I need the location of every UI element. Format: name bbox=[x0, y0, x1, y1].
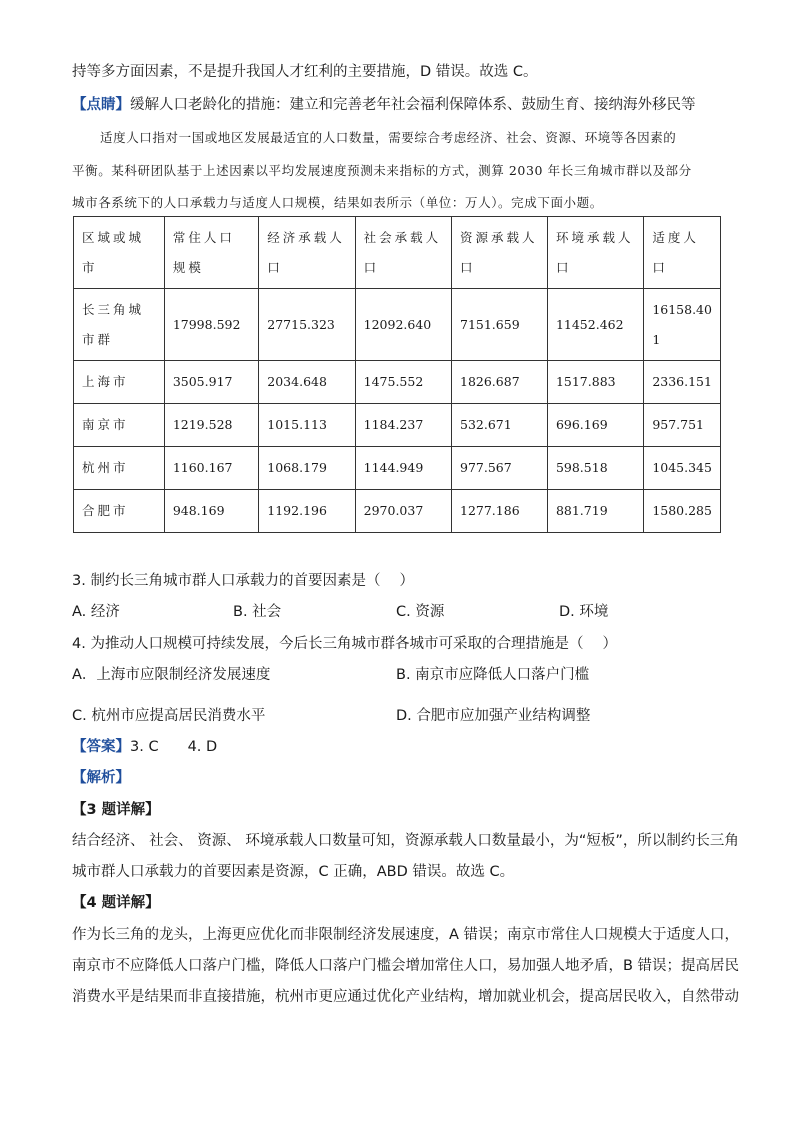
tip-text: 缓解人口老龄化的措施：建立和完善老年社会福利保障体系、鼓励生育、接纳海外移民等 bbox=[130, 97, 696, 113]
tip-paragraph bbox=[72, 95, 696, 115]
table-header-cell: 常住人口规模 bbox=[164, 217, 258, 289]
table-value-cell: 16158.401 bbox=[644, 289, 721, 361]
q3-option-c: C. 资源 bbox=[396, 604, 445, 620]
passage-line-1: 适度人口指对一国或地区发展最适宜的人口数量，需要综合考虑经济、社会、资源、环境等各因素的 bbox=[100, 130, 677, 145]
detail-4-line-3: 消费水平是结果而非直接措施，杭州市更应通过优化产业结构，增加就业机会，提高居民收入，自然带动 bbox=[72, 989, 739, 1005]
passage-line-2: 平衡。某科研团队基于上述因素以平均发展速度预测未来指标的方式，测算 2030 年长三角城市群以及部分 bbox=[72, 163, 692, 178]
table-value-cell: 977.567 bbox=[452, 447, 548, 490]
table-header-row bbox=[74, 217, 721, 289]
table-value-cell: 3505.917 bbox=[164, 361, 258, 404]
detail-4-label: 【4 题详解】 bbox=[72, 895, 160, 911]
table-value-cell: 1160.167 bbox=[164, 447, 258, 490]
detail-3-line-2: 城市群人口承载力的首要因素是资源，C 正确，ABD 错误。故选 C。 bbox=[72, 864, 515, 880]
table-value-cell: 948.169 bbox=[164, 490, 258, 533]
table-value-cell: 1580.285 bbox=[644, 490, 721, 533]
table-value-cell: 1192.196 bbox=[259, 490, 355, 533]
prev-answer-line: 持等多方面因素，不是提升我国人才红利的主要措施，D 错误。故选 C。 bbox=[72, 64, 538, 80]
table-header-cell: 资源承载人口 bbox=[452, 217, 548, 289]
q3-option-b: B. 社会 bbox=[233, 604, 282, 620]
table-value-cell: 17998.592 bbox=[164, 289, 258, 361]
table-value-cell: 881.719 bbox=[547, 490, 643, 533]
detail-4-line-2: 南京市不应降低人口落户门槛，降低人口落户门槛会增加常住人口，易加强人地矛盾，B 错误；提高居民 bbox=[72, 958, 740, 974]
table-value-cell: 1219.528 bbox=[164, 404, 258, 447]
table-region-cell: 上海市 bbox=[74, 361, 165, 404]
table-value-cell: 1144.949 bbox=[355, 447, 451, 490]
table-value-cell: 1826.687 bbox=[452, 361, 548, 404]
answer-label: 【答案】 bbox=[72, 739, 130, 755]
table-value-cell: 1015.113 bbox=[259, 404, 355, 447]
q4-option-a: A．上海市应限制经济发展速度 bbox=[72, 667, 271, 683]
table-value-cell: 2336.151 bbox=[644, 361, 721, 404]
table-row bbox=[74, 289, 721, 361]
tip-label: 【点睛】 bbox=[72, 97, 130, 113]
population-table bbox=[73, 216, 721, 533]
table-value-cell: 1184.237 bbox=[355, 404, 451, 447]
table-header-cell: 环境承载人口 bbox=[547, 217, 643, 289]
table-value-cell: 696.169 bbox=[547, 404, 643, 447]
table-region-cell: 杭州市 bbox=[74, 447, 165, 490]
answer-line bbox=[72, 737, 217, 757]
q3-option-d: D. 环境 bbox=[559, 604, 609, 620]
q3-option-a: A. 经济 bbox=[72, 604, 120, 620]
table-region-cell: 合肥市 bbox=[74, 490, 165, 533]
detail-3-line-1: 结合经济、 社会、 资源、 环境承载人口数量可知，资源承载人口数量最小，为“短板”，所以制约长三角 bbox=[72, 833, 739, 849]
table-row bbox=[74, 404, 721, 447]
table-value-cell: 1068.179 bbox=[259, 447, 355, 490]
table-value-cell: 12092.640 bbox=[355, 289, 451, 361]
table-value-cell: 27715.323 bbox=[259, 289, 355, 361]
q4-option-d: D. 合肥市应加强产业结构调整 bbox=[396, 708, 591, 724]
table-value-cell: 7151.659 bbox=[452, 289, 548, 361]
table-row bbox=[74, 490, 721, 533]
q4-option-b: B. 南京市应降低人口落户门槛 bbox=[396, 667, 590, 683]
table-value-cell: 2970.037 bbox=[355, 490, 451, 533]
table-header-cell: 经济承载人口 bbox=[259, 217, 355, 289]
table-header-cell: 适度人口 bbox=[644, 217, 721, 289]
table-value-cell: 532.671 bbox=[452, 404, 548, 447]
answer-text: 3. C 4. D bbox=[130, 739, 218, 755]
table-value-cell: 1045.345 bbox=[644, 447, 721, 490]
table-value-cell: 957.751 bbox=[644, 404, 721, 447]
table-row bbox=[74, 361, 721, 404]
table-value-cell: 598.518 bbox=[547, 447, 643, 490]
table-value-cell: 1277.186 bbox=[452, 490, 548, 533]
analysis-label: 【解析】 bbox=[72, 770, 130, 786]
table-header-cell: 区域或城市 bbox=[74, 217, 165, 289]
table-value-cell: 11452.462 bbox=[547, 289, 643, 361]
table-value-cell: 1517.883 bbox=[547, 361, 643, 404]
q4-option-c: C. 杭州市应提高居民消费水平 bbox=[72, 708, 266, 724]
table-row bbox=[74, 447, 721, 490]
table-value-cell: 1475.552 bbox=[355, 361, 451, 404]
passage-line-3: 城市各系统下的人口承载力与适度人口规模，结果如表所示（单位：万人）。完成下面小题。 bbox=[72, 195, 603, 210]
table-region-cell: 南京市 bbox=[74, 404, 165, 447]
table-value-cell: 2034.648 bbox=[259, 361, 355, 404]
table-region-cell: 长三角城市群 bbox=[74, 289, 165, 361]
question-4-stem: 4. 为推动人口规模可持续发展，今后长三角城市群各城市可采取的合理措施是（ ） bbox=[72, 636, 618, 652]
detail-3-label: 【3 题详解】 bbox=[72, 802, 160, 818]
question-3-stem: 3. 制约长三角城市群人口承载力的首要因素是（ ） bbox=[72, 573, 415, 589]
table-header-cell: 社会承载人口 bbox=[355, 217, 451, 289]
detail-4-line-1: 作为长三角的龙头，上海更应优化而非限制经济发展速度，A 错误；南京市常住人口规模大于适度人口， bbox=[72, 927, 740, 943]
